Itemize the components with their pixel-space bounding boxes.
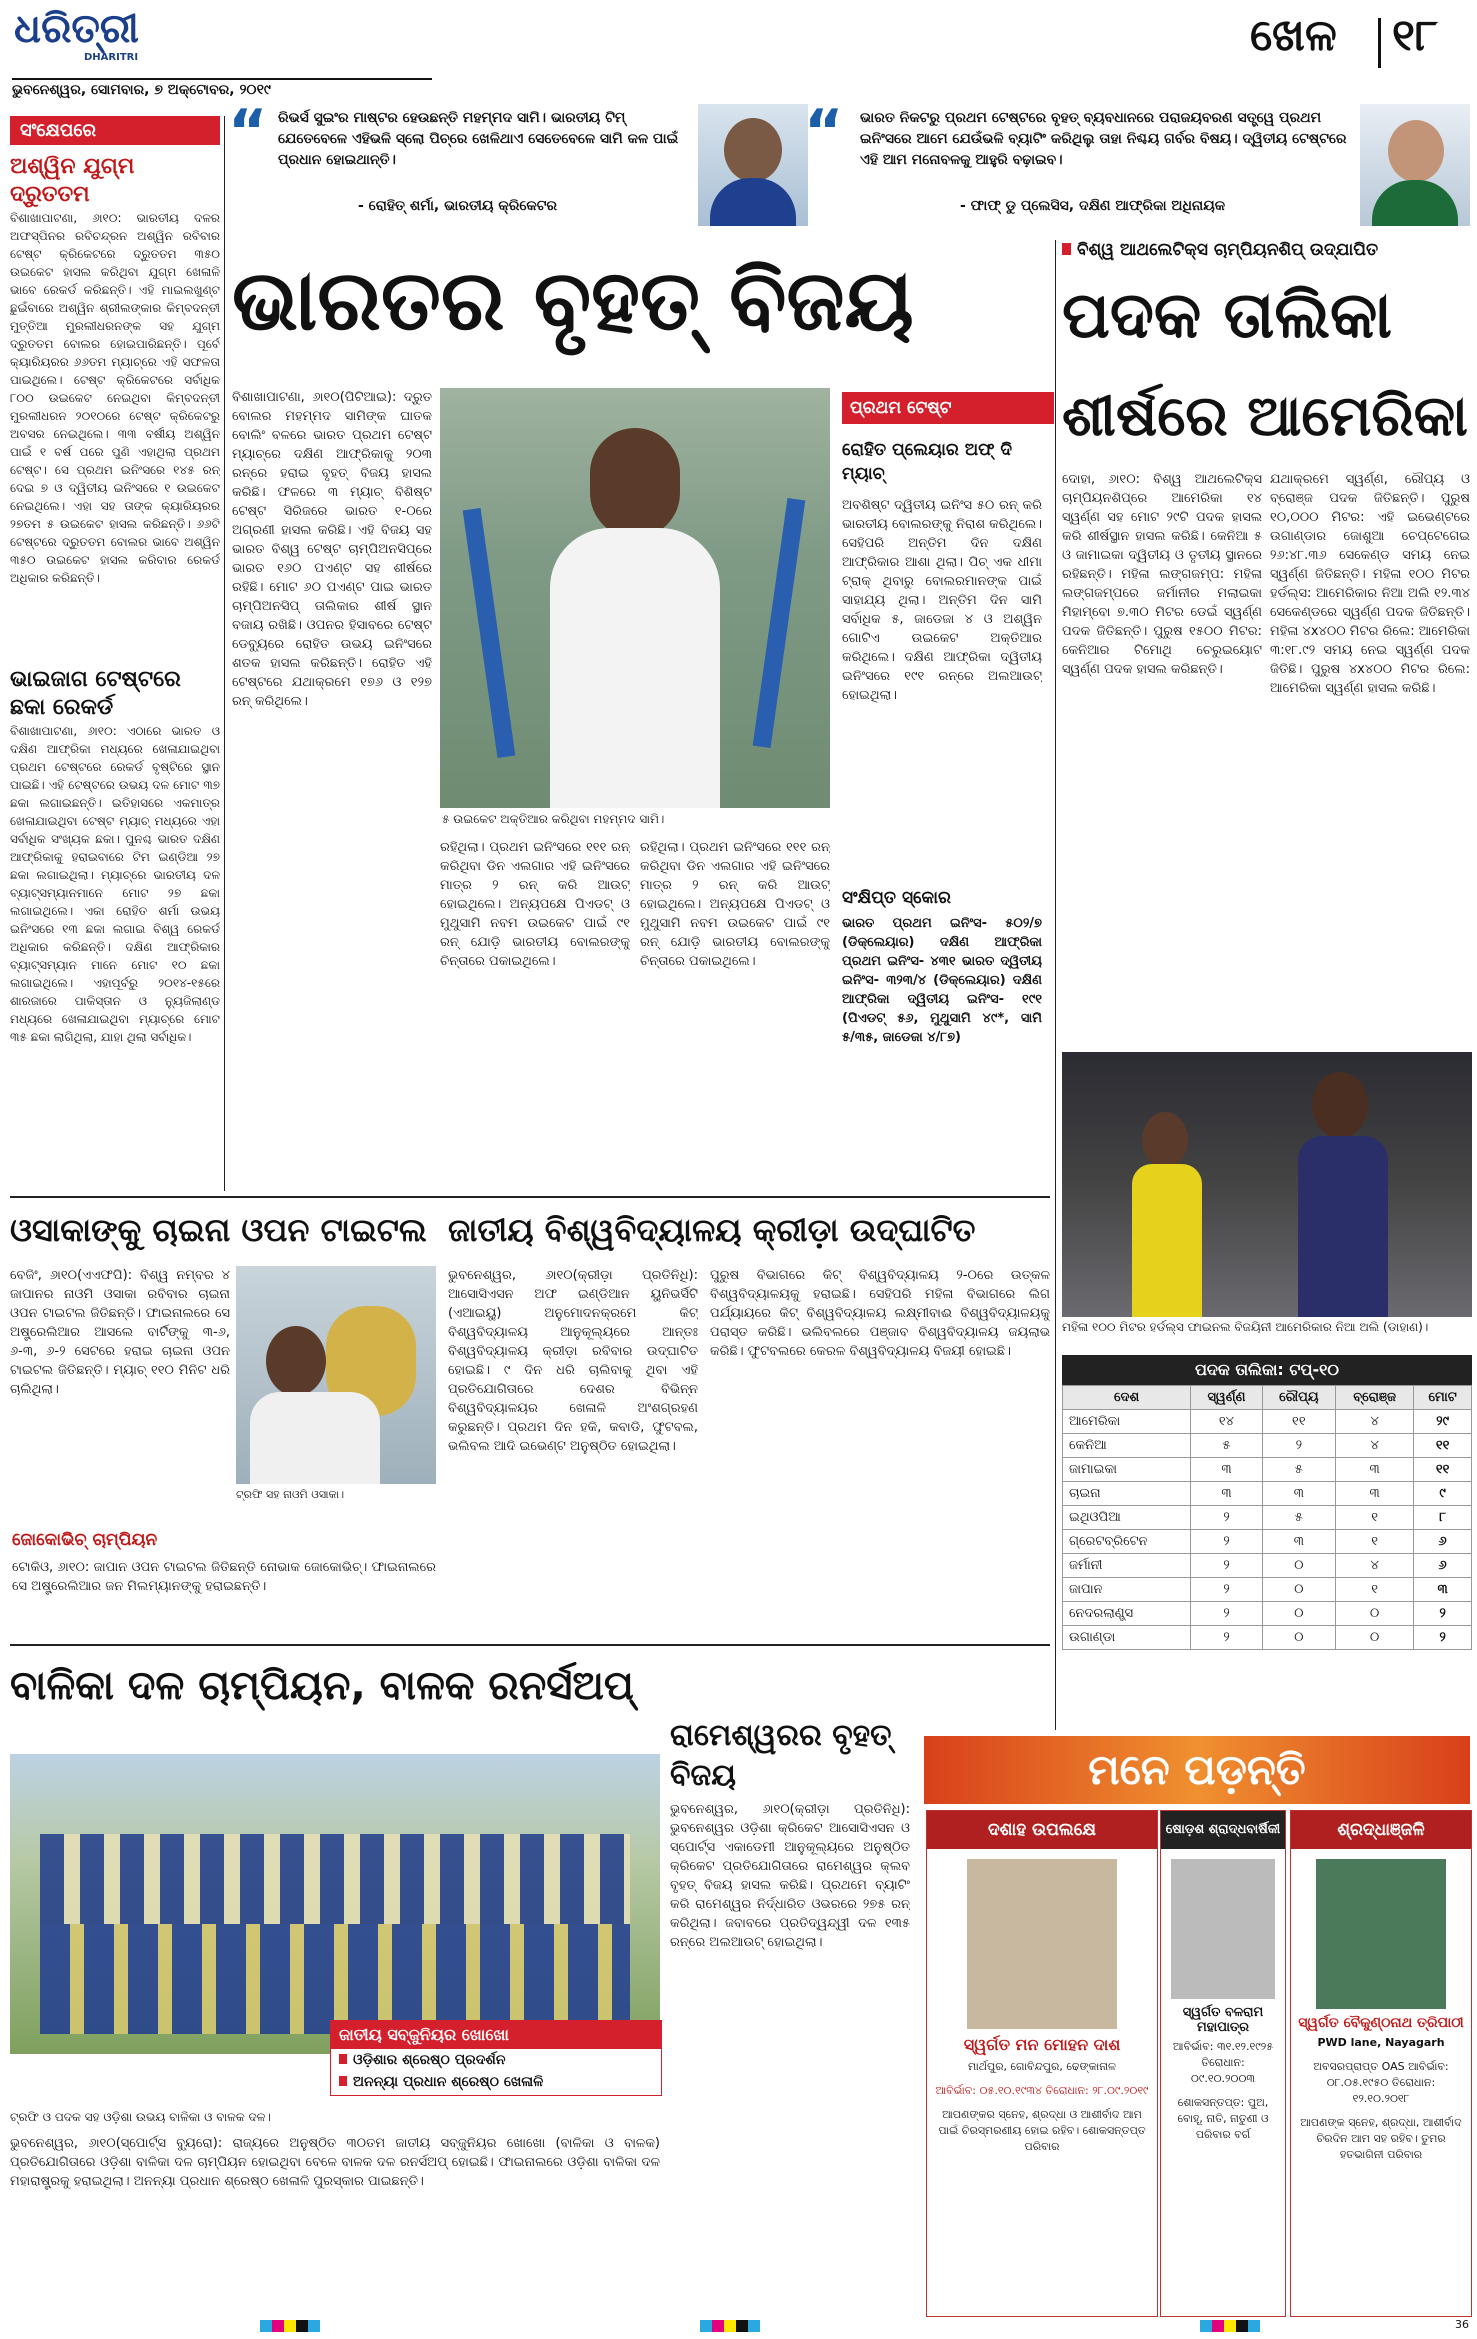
quote-banner-right [800,97,1470,226]
cell-country: ନେଦରଲାଣ୍ଡ୍ସ [1063,1602,1191,1626]
medal-table [1062,1355,1472,1650]
cell-silver: ୦ [1262,1578,1335,1602]
score-box-text: ଭାରତ ପ୍ରଥମ ଇନିଂସ- ୫୦୨/୭ (ଡିକ୍ଲେୟାର) ଦକ୍ଷିଣ ଆଫ୍ରିକା ପ୍ରଥମ ଇନିଂସ- ୪୩୧ ଭାରତ ଦ୍ୱିତୀୟ ଇନିଂସ- ୩୨୩/୪ (ଡିକ୍ଲେୟାର) ଦକ୍ଷିଣ ଆଫ୍ରିକା ଦ୍ୱିତୀୟ ଇନିଂସ- ୧୯୧ (ପିଏଡଟ୍ ୫୬, ମୁଥୁସାମି ୪୯*, ସାମି ୫/୩୫, ଜାଡେଜା ୪/୮୭) [842,916,1042,1045]
khokho-overlay-title: ଜାତୀୟ ସବ୍‌ଜୁନିୟର ଖୋଖୋ [331,2021,661,2049]
obit-head: ଶ୍ରଦ୍ଧାଞ୍ଜଳି [1291,1811,1471,1849]
obit-photo [967,1859,1117,2029]
cell-country: ଜାପାନ [1063,1578,1191,1602]
cell-bronze: ୩ [1336,1458,1414,1482]
page-number: ୧୮ [1392,10,1438,61]
cell-gold: ୨ [1191,1506,1262,1530]
table-row [1063,1410,1472,1434]
cell-country: ଗ୍ରେଟବ୍ରିଟେନ [1063,1530,1191,1554]
medal-table-grid [1062,1385,1472,1650]
cell-country: ଆମେରିକା [1063,1410,1191,1434]
cell-total: ୬ [1414,1554,1472,1578]
red-square-icon [339,2076,347,2086]
table-row [1063,1554,1472,1578]
cell-bronze: ୪ [1336,1410,1414,1434]
sidebar [10,116,220,1196]
cell-silver: ୨ [1262,1434,1335,1458]
cell-total: ୩ [1414,1578,1472,1602]
khokho-bullet-2-text: ଅନନ୍ୟା ପ୍ରଧାନ ଶ୍ରେଷ୍ଠ ଖେଳାଳି [353,2074,544,2090]
cell-gold: ୨ [1191,1602,1262,1626]
rohit-sharma-photo [698,104,808,226]
cell-total: ୨ [1414,1602,1472,1626]
section-rule [10,1196,1050,1198]
cell-silver: ୩ [1262,1530,1335,1554]
nia-ali-caption: ମହିଳା ୧୦୦ ମିଟର ହର୍ଡଲ୍ସ ଫାଇନଲ ବିଜୟିନୀ ଆମେରିକାର ନିଆ ଅଲି (ଡାହାଣ)। [1062,1320,1429,1334]
table-row [1063,1482,1472,1506]
main-headline: ଭାରତର ବୃହତ୍ ବିଜୟ [232,250,914,349]
cell-total: ୧୧ [1414,1434,1472,1458]
red-square-icon [339,2054,347,2064]
logo-text: ଧରିତ୍ରୀ [14,5,139,52]
cell-total: ୧୧ [1414,1458,1472,1482]
cell-country: ଜାମାଇକା [1063,1458,1191,1482]
table-row [1063,1626,1472,1650]
university-body-col2: ପୁରୁଷ ବିଭାଗରେ କିଟ୍ ବିଶ୍ୱବିଦ୍ୟାଳୟ ୨-୦ରେ ଉତ୍କଳ ବିଶ୍ୱବିଦ୍ୟାଳୟକୁ ହରାଇଛି। ସେହିପରି ମହିଳା ବିଭାଗରେ ଲିଗ ପର୍ଯ୍ୟାୟରେ କିଟ୍ ବିଶ୍ୱବିଦ୍ୟାଳୟ ଲକ୍ଷ୍ମୀବାଈ ବିଶ୍ୱବିଦ୍ୟାଳୟକୁ ପରାସ୍ତ କରିଛି। ଭଲିବଲରେ ପଞ୍ଜାବ ବିଶ୍ୱବିଦ୍ୟାଳୟ ଜୟଲାଭ କରିଛି। ଫୁଟବଲରେ କେରଳ ବିଶ୍ୱବିଦ୍ୟାଳୟ ବିଜୟୀ ହୋଇଛି। [710,1268,1050,1359]
shami-photo-caption: ୫ ଉଇକେଟ ଅକ୍ତିଆର କରିଥିବା ମହମ୍ମଦ ସାମି। [442,812,665,826]
cell-bronze: ୧ [1336,1578,1414,1602]
sidebar-head: ସଂକ୍ଷେପରେ [10,116,220,145]
obit-detail: PWD lane, Nayagarh [1317,2036,1445,2049]
main-kicker: ପ୍ରଥମ ଟେଷ୍ଟ [842,392,1054,424]
medal-table-title: ପଦକ ତାଲିକା: ଟପ୍-୧୦ [1062,1355,1472,1385]
obit-head: ଷୋଡ଼ଶ ଶ୍ରାଦ୍ଧବାର୍ଷିକୀ [1161,1811,1285,1849]
cell-silver: ୧୧ [1262,1410,1335,1434]
tribute-banner-title: ମନେ ପଡ଼ନ୍ତି [1088,1745,1306,1794]
khokho-bullet-1 [331,2049,661,2071]
cell-bronze: ୧ [1336,1530,1414,1554]
cell-gold: ୨ [1191,1554,1262,1578]
cell-gold: ୩ [1191,1482,1262,1506]
main-body-col3: ରହିଥିଲା। ପ୍ରଥମ ଇନିଂସରେ ୧୧୧ ରନ୍ କରିଥିବା ଡିନ ଏଲଗାର ଏହି ଇନିଂସରେ ମାତ୍ର ୨ ରନ୍ କରି ଆଉଟ୍ ହୋଇଥିଲେ। ଅନ୍ୟପକ୍ଷେ ପିଏଡଟ୍ ଓ ମୁଥୁସାମି ନବମ ଉଇକେଟ ପାଇଁ ୯୧ ରନ୍ ଯୋଡ଼ି ଭାରତୀୟ ବୋଲରଙ୍କୁ ଚିନ୍ତାରେ ପକାଇଥିଲେ। [640,840,830,969]
quote-author: - ରୋହିତ୍ ଶର୍ମା, ଭାରତୀୟ କ୍ରିକେଟର [358,198,558,214]
cell-bronze: ୦ [1336,1626,1414,1650]
sidebar-story1-text: ବିଶାଖାପାଟଣା, ୬ା୧୦: ଭାରତୀୟ ଦଳର ଅଫସ୍ପିନର ରବିଚନ୍ଦ୍ରନ ଅଶ୍ୱିନ ରବିବାର ଟେଷ୍ଟ କ୍ରିକେଟରେ ଦ୍ରୁତତମ ୩୫୦ ଉଇକେଟ ହାସଲ କରିଥିବା ଯୁଗ୍ମ ଖେଳାଳି ଭାବେ ରେକର୍ଡ କରିଛନ୍ତି। ଏହି ମାଇଲଖୁଣ୍ଟ ଛୁଇଁବାରେ ଅଶ୍ୱିନ ଶ୍ରୀଲଙ୍କାର କିମ୍ବଦନ୍ତୀ ମୁତ୍ତିଆ ମୁରଲୀଧରନଙ୍କ ସହ ଯୁଗ୍ମ ଦ୍ରୁତତମ ବୋଲର ହୋଇପାରିଛନ୍ତି। ପୂର୍ବେ କ୍ୟାରିୟରର ୬୬ତମ ମ୍ୟାଚ୍‌ରେ ଏହି ସଫଳତା ପାଇଥିଲେ। ଟେଷ୍ଟ କ୍ରିକେଟରେ ସର୍ବାଧିକ ୮୦୦ ଉଇକେଟ ନେଇଥିବା କିମ୍ବଦନ୍ତୀ ମୁରଲୀଧରନ ୨୦୧୦ରେ ଟେଷ୍ଟ କ୍ରିକେଟରୁ ଅବସର ନେଇଥିଲେ। ୩୩ ବର୍ଷୀୟ ଅଶ୍ୱିନ ପାଇଁ ୧ ବର୍ଷ ପରେ ପୁଣି ଏହାଥିଲା ପ୍ରଥମ ଟେଷ୍ଟ। ସେ ପ୍ରଥମ ଇନିଂସରେ ୧୪୫ ରନ୍ ଦେଇ ୭ ଓ ଦ୍ୱିତୀୟ ଇନିଂସରେ ୧ ଉଇକେଟ ନେଇଥିଲେ। ଏହା ସହ ତାଙ୍କ କ୍ୟାରିୟରର ୨୭ତମ ୫ ଉଇକେଟ ହାସଲ କରିଛନ୍ତି। ୬୬ଟି ଟେଷ୍ଟରେ ଦ୍ରୁତତମ ବୋଲର ଭାବେ ଅଶ୍ୱିନ ୩୫୦ ଉଇକେଟ ହାସଲ କରିବାର ରେକର୍ଡ ଅଧିକାର କରିଛନ୍ତି। [10,211,220,585]
khokho-headline: ବାଳିକା ଦଳ ଚାମ୍ପିୟନ, ବାଳକ ରନର୍ସଅପ୍ [10,1663,634,1709]
col-header-country: ଦେଶ [1063,1386,1191,1410]
athletics-body-col1: ଦୋହା, ୬ା୧୦: ବିଶ୍ୱ ଆଥଲେଟିକ୍ସ ଚାମ୍ପିୟନଶିପ୍‌ରେ ଆମେରିକା ୧୪ ସ୍ୱର୍ଣ୍ଣ ସହ ମୋଟ ୨୯ଟି ପଦକ ହାସଲ କରି ଶୀର୍ଷସ୍ଥାନ ହାସଲ କରିଛି। କେନିଆ ୫ ଓ ଜାମାଇକା ଦ୍ୱିତୀୟ ଓ ତୃତୀୟ ସ୍ଥାନରେ ରହିଛନ୍ତି। ମହିଳା ଲଙ୍ଗଜମ୍ପ: ମହିଳା ଲଙ୍ଗଜମ୍ପରେ ଜର୍ମାନୀର ମଲାଇକା ମିହାମ୍ବୋ ୭.୩୦ ମିଟର ଡେଇଁ ସ୍ୱର୍ଣ୍ଣ ପଦକ ଜିତିଛନ୍ତି। ପୁରୁଷ ୧୫୦୦ ମିଟର: କେନିଆର ଟିମୋଥି ଚେରୁଇୟୋଟ ସ୍ୱର୍ଣ୍ଣ ପଦକ ହାସଲ କରିଛନ୍ତି। [1062,472,1262,677]
cell-silver: ୦ [1262,1626,1335,1650]
rameswar-body: ଭୁବନେଶ୍ୱର, ୬ା୧୦(କ୍ରୀଡ଼ା ପ୍ରତିନିଧି): ଭୁବନେଶ୍ୱର ଓଡ଼ିଶା କ୍ରିକେଟ ଆସୋସିଏସନ ଓ ସ୍ପୋର୍ଟ୍ସ ଏକାଡେମୀ ଆନୁକୂଲ୍ୟରେ ଅନୁଷ୍ଠିତ କ୍ରିକେଟ ପ୍ରତିଯୋଗିତାରେ ରାମେଶ୍ୱର କ୍ଲବ ବୃହତ୍ ବିଜୟ ହାସଲ କରିଛି। ପ୍ରଥମେ ବ୍ୟାଟିଂ କରି ରାମେଶ୍ୱର ନିର୍ଦ୍ଧାରିତ ଓଭରରେ ୨୭୫ ରନ୍ କରିଥିଲା। ଜବାବରେ ପ୍ରତିଦ୍ୱନ୍ଦ୍ୱୀ ଦଳ ୧୩୫ ରନ୍‌ରେ ଅଲଆଉଟ୍ ହୋଇଥିଲା। [670,1802,910,1950]
dateline: ଭୁବନେଶ୍ୱର, ସୋମବାର, ୭ ଅକ୍ଟୋବର, ୨୦୧୯ [12,78,432,98]
quote-text: ଭାରତ ନିକଟରୁ ପ୍ରଥମ ଟେଷ୍ଟରେ ବୃହତ୍ ବ୍ୟବଧାନରେ ପରାଜୟବରଣ ସତ୍ତ୍ୱେ ପ୍ରଥମ ଇନିଂସରେ ଆମେ ଯେଉଁଭଳି ବ୍ୟାଟିଂ କରିଥିଲୁ ତାହା ନିଶ୍ଚୟ ଗର୍ବର ବିଷୟ। ଦ୍ୱିତୀୟ ଟେଷ୍ଟରେ ଏହି ଆମ ମନୋବଳକୁ ଆହୁରି ବଢ଼ାଇବ। [860,110,1347,168]
khokho-body: ଭୁବନେଶ୍ୱର, ୬ା୧୦(ସ୍ପୋର୍ଟ୍ସ ବ୍ୟୁରୋ): ରାଜ୍ୟରେ ଅନୁଷ୍ଠିତ ୩୦ତମ ଜାତୀୟ ସବ୍‌ଜୁନିୟର ଖୋଖୋ (ବାଳିକା ଓ ବାଳକ) ପ୍ରତିଯୋଗିତାରେ ଓଡ଼ିଶା ବାଳିକା ଦଳ ଚାମ୍ପିୟନ ହୋଇଥିବା ବେଳେ ବାଳକ ଦଳ ରନର୍ସଅପ୍ ହୋଇଛି। ଫାଇନାଲରେ ଓଡ଼ିଶା ବାଳିକା ଦଳ ମହାରାଷ୍ଟ୍ରକୁ ହରାଇଥିଲା। ଅନନ୍ୟା ପ୍ରଧାନ ଶ୍ରେଷ୍ଠ ଖେଳାଳି ପୁରସ୍କାର ପାଇଛନ୍ତି। [10,2136,660,2189]
red-square-icon [1062,243,1071,255]
obit-mourners: ଶୋକସନ୍ତପ୍ତ: ପୁଅ, ବୋହୂ, ନାତି, ନାତୁଣୀ ଓ ପରିବାର ବର୍ଗ [1177,2096,1269,2141]
table-row [1063,1506,1472,1530]
obit-name: ସ୍ୱର୍ଗତ ବଳରାମ ମହାପାତ୍ର [1182,2005,1264,2035]
cell-silver: ୦ [1262,1602,1335,1626]
obit-dates: ଆବିର୍ଭାବ: ୩୧.୧୨.୧୯୨୫ ତିରୋଧାନ: ୦୯.୧୦.୨୦୦୩ [1172,2040,1274,2085]
cell-gold: ୫ [1191,1434,1262,1458]
obit-card-1 [926,1810,1158,2317]
registration-marks [0,2318,1477,2336]
column-divider [1055,240,1056,1730]
sidebar-story2-title: ଭାଇଜାଗ ଟେଷ୍ଟରେ ଛକା ରେକର୍ଡ [10,667,181,720]
cell-bronze: ୩ [1336,1482,1414,1506]
section-divider [1378,18,1381,68]
cell-gold: ୨ [1191,1626,1262,1650]
cell-total: ୬ [1414,1530,1472,1554]
athletics-headline-1: ପଦକ ତାଲିକା [1062,278,1392,353]
logo [14,6,244,63]
faf-du-plessis-photo [1360,104,1470,226]
sidebar-story2-text: ବିଶାଖାପାଟଣା, ୬ା୧୦: ଏଠାରେ ଭାରତ ଓ ଦକ୍ଷିଣ ଆଫ୍ରିକା ମଧ୍ୟରେ ଖେଳାଯାଇଥିବା ପ୍ରଥମ ଟେଷ୍ଟରେ ରେକର୍ଡ ବୃଷ୍ଟିରେ ସ୍ଥାନ ପାଇଛି। ଏହି ଟେଷ୍ଟରେ ଉଭୟ ଦଳ ମୋଟ ୩୭ ଛକା ଲଗାଇଛନ୍ତି। ଇତିହାସରେ ଏକମାତ୍ର ଖେଳାଯାଇଥିବା ଟେଷ୍ଟ ମ୍ୟାଚ୍ ମଧ୍ୟରେ ଏହା ସର୍ବାଧିକ ସଂଖ୍ୟକ ଛକା। ପୁନଶ୍ଚ ଭାରତ ଦକ୍ଷିଣ ଆଫ୍ରିକାକୁ ହରାଇବାରେ ଟିମ ଇଣ୍ଡିଆ ୨୭ ଛକା ଲଗାଇଥିଲା। ମ୍ୟାଚ୍‌ରେ ଭାରତୀୟ ଦଳ ବ୍ୟାଟ୍ସମ୍ୟାନମାନେ ମୋଟ ୨୭ ଛକା ଲଗାଇଥିଲେ। ଏକା ରୋହିତ ଶର୍ମା ଉଭୟ ଇନିଂସରେ ୧୩ ଛକା ଲଗାଇ ବିଶ୍ୱ ରେକର୍ଡ ଅଧିକାର କରିଛନ୍ତି। ଦକ୍ଷିଣ ଆଫ୍ରିକାର ବ୍ୟାଟ୍ସମ୍ୟାନ ମାନେ ମୋଟ ୧୦ ଛକା ଲଗାଇଥିଲେ। ଏହାପୂର୍ବରୁ ୨୦୧୪-୧୫ରେ ଶାରଜାରେ ପାକିସ୍ତାନ ଓ ନ୍ୟୁଜିଲାଣ୍ଡ ମଧ୍ୟରେ ଖେଳାଯାଇଥିବା ମ୍ୟାଚ୍‌ରେ ମୋଟ ୩୫ ଛକା ଲାଗିଥିଲା, ଯାହା ଥିଲା ସର୍ବାଧିକ। [10,724,220,1044]
cell-country: ଚାଇନା [1063,1482,1191,1506]
table-row [1063,1530,1472,1554]
cell-total: ୯ [1414,1482,1472,1506]
cell-bronze: ୧ [1336,1506,1414,1530]
athletics-headline-2: ଶୀର୍ଷରେ ଆମେରିକା [1062,383,1468,449]
main-body-col2: ରହିଥିଲା। ପ୍ରଥମ ଇନିଂସରେ ୧୧୧ ରନ୍ କରିଥିବା ଡିନ ଏଲଗାର ଏହି ଇନିଂସରେ ମାତ୍ର ୨ ରନ୍ କରି ଆଉଟ୍ ହୋଇଥିଲେ। ଅନ୍ୟପକ୍ଷେ ପିଏଡଟ୍ ଓ ମୁଥୁସାମି ନବମ ଉଇକେଟ ପାଇଁ ୯୧ ରନ୍ ଯୋଡ଼ି ଭାରତୀୟ ବୋଲରଙ୍କୁ ଚିନ୍ତାରେ ପକାଇଥିଲେ। [440,840,630,969]
obit-dates: ଆବିର୍ଭାବ: ୦୫.୧୦.୧୯୩୪ ତିରୋଧାନ: ୨୮.୦୯.୨୦୧୯ [935,2084,1149,2097]
osaka-photo [236,1266,436,1484]
khokho-bullet-1-text: ଓଡ଼ିଶାର ଶ୍ରେଷ୍ଠ ପ୍ରଦର୍ଶନ [353,2052,506,2068]
osaka-caption: ଟ୍ରଫି ସହ ନାଓମି ଓସାକା। [236,1488,345,1501]
athletics-kicker [1062,240,1472,260]
khokho-team-photo [10,1754,660,2054]
main-body-col4: ଅବଶିଷ୍ଟ ଦ୍ୱିତୀୟ ଇନିଂସ ୫୦ ରନ୍ କରି ଭାରତୀୟ ବୋଲରଙ୍କୁ ନିରାଶ କରିଥିଲେ। ସେହିପରି ଅନ୍ତିମ ଦିନ ଦକ୍ଷିଣ ଆଫ୍ରିକାର ଆଶା ଥିଲା। ପିଚ୍ ଏକ ଧୀମା ଟ୍ରାକ୍ ଥିବାରୁ ବୋଲରମାନଙ୍କ ପାଇଁ ସାହାଯ୍ୟ ଥିଲା। ଅନ୍ତିମ ଦିନ ସାମି ସର୍ବାଧିକ ୫, ଜାଡେଜା ୪ ଓ ଅଶ୍ୱିନ ଗୋଟିଏ ଉଇକେଟ ଅକ୍ତିଆର କରିଥିଲେ। ଦକ୍ଷିଣ ଆଫ୍ରିକା ଦ୍ୱିତୀୟ ଇନିଂସରେ ୧୯୧ ରନ୍‌ରେ ଅଲଆଉଟ୍ ହୋଇଥିଲା। [842,498,1042,703]
djokovic-text: ଟୋକିଓ, ୬ା୧୦: ଜାପାନ ଓପନ ଟାଇଟଲ ଜିତିଛନ୍ତି ନୋଭାକ ଜୋକୋଭିଚ୍। ଫାଇନାଲରେ ସେ ଅଷ୍ଟ୍ରେଲିଆର ଜନ ମିଲମ୍ୟାନଙ୍କୁ ହରାଇଛନ୍ତି। [12,1560,436,1594]
obit-detail: ମାର୍ଥପୁର, ଗୋବିନ୍ଦପୁର, ଢେଙ୍କାନାଳ [968,2060,1116,2073]
col-header-silver: ରୌପ୍ୟ [1262,1386,1335,1410]
cell-total: ୨ [1414,1626,1472,1650]
cell-country: କେନିଆ [1063,1434,1191,1458]
cell-silver: ୦ [1262,1554,1335,1578]
cell-bronze: ୪ [1336,1434,1414,1458]
section-label: ଖେଳ [1250,10,1337,61]
cell-country: ଉଗାଣ୍ଡା [1063,1626,1191,1650]
table-row [1063,1602,1472,1626]
cell-gold: ୨ [1191,1530,1262,1554]
cell-silver: ୫ [1262,1458,1335,1482]
cell-silver: ୫ [1262,1506,1335,1530]
table-row [1063,1578,1472,1602]
cell-bronze: ୦ [1336,1602,1414,1626]
khokho-bullet-2 [331,2071,661,2095]
col-header-total: ମୋଟ [1414,1386,1472,1410]
cell-total: ୮ [1414,1506,1472,1530]
score-box-title: ସଂକ୍ଷିପ୍ତ ସ୍କୋର [842,888,951,908]
athletics-kicker-text: ବିଶ୍ୱ ଆଥଲେଟିକ୍ସ ଚାମ୍ପିୟନଶିପ୍ ଉଦ୍‌ଯାପିତ [1077,240,1379,260]
obit-mourners: ଆପଣଙ୍କ ସ୍ନେହ, ଶ୍ରଦ୍ଧା, ଆଶୀର୍ବାଦ ଚିରଦିନ ଆମ ସହ ରହିବ। ତୁମର ହତଭାଗିନୀ ପରିବାର [1300,2116,1462,2161]
cell-country: ଇଥିଓପିଆ [1063,1506,1191,1530]
osaka-body: ବେଜିଂ, ୬ା୧୦(ଏଏଫପି): ବିଶ୍ୱ ନମ୍ବର ୪ ଜାପାନର ନାଓମି ଓସାକା ରବିବାର ଚାଇନା ଓପନ ଟାଇଟଲ ଜିତିଛନ୍ତି। ଫାଇନାଲରେ ସେ ଅଷ୍ଟ୍ରେଲିଆର ଆସଲେ ବାର୍ଟିଙ୍କୁ ୩-୬, ୬-୩, ୬-୨ ସେଟରେ ହରାଇ ଚାଇନା ଓପନ ଟାଇଟଲ ଜିତିଛନ୍ତି। ମ୍ୟାଚ୍ ୧୧୦ ମିନିଟ ଧରି ଚାଲିଥିଲା। [10,1268,230,1397]
quote-author: - ଫାଫ୍ ଡୁ ପ୍ଲେସିସ, ଦକ୍ଷିଣ ଆଫ୍ରିକା ଅଧିନାୟକ [960,198,1226,214]
cell-bronze: ୪ [1336,1554,1414,1578]
table-header-row [1063,1386,1472,1410]
sidebar-story1-title: ଅଶ୍ୱିନ ଯୁଗ୍ମ ଦ୍ରୁତତମ [10,154,135,207]
khokho-overlay [330,2020,662,2096]
djokovic-headline: ଜୋକୋଭିଚ୍ ଚାମ୍ପିୟନ [12,1530,158,1550]
shami-photo [440,388,830,808]
column-divider [224,116,225,1191]
obit-mourners: ଆପଣଙ୍କର ସ୍ନେହ, ଶ୍ରଦ୍ଧା ଓ ଆଶୀର୍ବାଦ ଆମ ପାଇଁ ଚିରସ୍ମରଣୀୟ ହୋଇ ରହିବ। ଶୋକସନ୍ତପ୍ତ ପରିବାର [938,2108,1146,2153]
tribute-banner [924,1736,1470,1804]
cell-gold: ୧୪ [1191,1410,1262,1434]
osaka-headline: ଓସାକାଙ୍କୁ ଚାଇନା ଓପନ ଟାଇଟଲ [10,1211,427,1249]
obit-name: ସ୍ୱର୍ଗତ ମନ ମୋହନ ଦାଶ [963,2035,1121,2054]
cell-gold: ୨ [1191,1578,1262,1602]
obit-name: ସ୍ୱର୍ଗତ ବୈକୁଣ୍ଠନାଥ ତ୍ରିପାଠୀ [1298,2015,1464,2031]
cell-country: ଜର୍ମାନୀ [1063,1554,1191,1578]
quote-banner-left [228,97,798,226]
obit-card-3 [1290,1810,1472,2317]
khokho-caption: ଟ୍ରଫି ଓ ପଦକ ସହ ଓଡ଼ିଶା ଉଭୟ ବାଳିକା ଓ ବାଳକ ଦଳ। [10,2110,271,2124]
masthead [0,0,1477,98]
athletics-body-col2: ଯଥାକ୍ରମେ ସ୍ୱର୍ଣ୍ଣ, ରୌପ୍ୟ ଓ ବ୍ରୋଞ୍ଜ ପଦକ ଜିତିଛନ୍ତି। ପୁରୁଷ ୧୦,୦୦୦ ମିଟର: ଏହି ଇଭେଣ୍ଟରେ ଉଗାଣ୍ଡାର ଜୋଶୁଆ ଚେପ୍ଟେଗେଇ ୨୬:୪୮.୩୬ ସେକେଣ୍ଡ ସମୟ ନେଇ ସ୍ୱର୍ଣ୍ଣ ଜିତିଛନ୍ତି। ମହିଳା ୧୦୦ ମିଟର ହର୍ଡଲ୍ସ: ଆମେରିକାର ନିଆ ଅଲି ୧୨.୩୪ ସେକେଣ୍ଡରେ ସ୍ୱର୍ଣ୍ଣ ପଦକ ଜିତିଛନ୍ତି। ମହିଳା ୪x୪୦୦ ମିଟର ରିଲେ: ଆମେରିକା ୩:୧୮.୯୨ ସମୟ ନେଇ ସ୍ୱର୍ଣ୍ଣ ପଦକ ଜିତିଛି। ପୁରୁଷ ୪x୪୦୦ ମିଟର ରିଲେ: ଆମେରିକା ସ୍ୱର୍ଣ୍ଣ ହାସଲ କରିଛି। [1270,472,1470,696]
cell-silver: ୩ [1262,1482,1335,1506]
section-rule [10,1644,1050,1646]
quote-mark-icon: “ [228,97,268,167]
cell-gold: ୩ [1191,1458,1262,1482]
rameswar-headline: ରାମେଶ୍ୱରର ବୃହତ୍ ବିଜୟ [670,1718,892,1793]
logo-sub: DHARITRI [84,52,139,63]
main-body-col1: ବିଶାଖାପାଟଣା, ୬ା୧୦(ପିଟିଆଇ): ଦ୍ରୁତ ବୋଲର ମହମ୍ମଦ ସାମିଙ୍କ ଘାତକ ବୋଲିଂ ବଳରେ ଭାରତ ପ୍ରଥମ ଟେଷ୍ଟ ମ୍ୟାଚ୍‌ରେ ଦକ୍ଷିଣ ଆଫ୍ରିକାକୁ ୨୦୩ ରନ୍‌ରେ ହରାଇ ବୃହତ୍ ବିଜୟ ହାସଲ କରିଛି। ଫଳରେ ୩ ମ୍ୟାଚ୍ ବିଶିଷ୍ଟ ଟେଷ୍ଟ ସିରିଜରେ ଭାରତ ୧-୦ରେ ଅଗ୍ରଣୀ ହାସଲ କରିଛି। ଏହି ବିଜୟ ସହ ଭାରତ ବିଶ୍ୱ ଟେଷ୍ଟ ଚାମ୍ପିଅନସିପ୍‌ରେ ଭାରତ ୧୬୦ ପଏଣ୍ଟ ସହ ଶୀର୍ଷରେ ରହିଛି। ମୋଟ ୬୦ ପଏଣ୍ଟ ପାଇ ଭାରତ ଚାମ୍ପିଅନସିପ୍ ତାଲିକାର ଶୀର୍ଷ ସ୍ଥାନ ବଜାୟ ରଖିଛି। ଓପନର ହିସାବରେ ଟେଷ୍ଟ ଡେବ୍ୟୁରେ ରୋହିତ ଉଭୟ ଇନିଂସରେ ଶତକ ହାସଲ କରିଛନ୍ତି। ରୋହିତ ଏହି ଟେଷ୍ଟରେ ଯଥାକ୍ରମେ ୧୭୬ ଓ ୧୨୭ ରନ୍ କରିଥିଲେ। [232,390,432,709]
obit-photo [1316,1859,1446,2009]
cell-total: ୨୯ [1414,1410,1472,1434]
col-header-bronze: ବ୍ରୋଞ୍ଜ [1336,1386,1414,1410]
quote-mark-icon: “ [804,97,844,167]
main-subkicker: ରୋହିତ ପ୍ଲେୟାର ଅଫ୍ ଦି ମ୍ୟାଚ୍ [842,440,1013,484]
col-header-gold: ସ୍ୱର୍ଣ୍ଣ [1191,1386,1262,1410]
table-row [1063,1434,1472,1458]
footer-page-number: 36 [1455,2318,1469,2331]
table-row [1063,1458,1472,1482]
obit-dates: ଅବସରପ୍ରାପ୍ତ OAS ଆବିର୍ଭାବ: ୦୮.୦୫.୧୯୫୦ ତିରୋଧାନ: ୧୨.୧୦.୨୦୧୮ [1313,2060,1449,2105]
obit-head: ଦଶାହ ଉପଲକ୍ଷେ [927,1811,1157,1849]
university-body-col1: ଭୁବନେଶ୍ୱର, ୬ା୧୦(କ୍ରୀଡ଼ା ପ୍ରତିନିଧି): ଆସୋସିଏସନ ଅଫ ଇଣ୍ଡିଆନ ୟୁନିଭର୍ସିଟି (ଏଆଇୟୁ) ଅନୁମୋଦନକ୍ରମେ କିଟ୍ ବିଶ୍ୱବିଦ୍ୟାଳୟ ଆନୁକୂଲ୍ୟରେ ଆନ୍ତଃ ବିଶ୍ୱବିଦ୍ୟାଳୟ କ୍ରୀଡ଼ା ରବିବାର ଉଦ୍‌ଘାଟିତ ହୋଇଛି। ୯ ଦିନ ଧରି ଚାଲିବାକୁ ଥିବା ଏହି ପ୍ରତିଯୋଗିତାରେ ଦେଶର ବିଭିନ୍ନ ବିଶ୍ୱବିଦ୍ୟାଳୟର ଖେଳାଳି ଅଂଶଗ୍ରହଣ କରୁଛନ୍ତି। ପ୍ରଥମ ଦିନ ହକି, କବାଡି, ଫୁଟବଲ, ଭଲିବଲ ଆଦି ଇଭେଣ୍ଟ ଅନୁଷ୍ଠିତ ହୋଇଥିଲା। [448,1268,698,1454]
obit-card-2 [1160,1810,1286,2317]
quote-text: ରିଭର୍ସ ସୁଇଂର ମାଷ୍ଟର ହେଉଛନ୍ତି ମହମ୍ମଦ ସାମି। ଭାରତୀୟ ଟିମ୍ ଯେତେବେଳେ ଏହିଭଳି ସ୍ଲୋ ପିଚ୍‌ରେ ଖେଳିଥାଏ ସେତେବେଳେ ସାମି କଳ ପାଇଁ ପ୍ରଧାନ ହୋଇଥାନ୍ତି। [278,110,679,168]
nia-ali-photo [1062,1052,1472,1317]
university-headline: ଜାତୀୟ ବିଶ୍ୱବିଦ୍ୟାଳୟ କ୍ରୀଡ଼ା ଉଦ୍‌ଘାଟିତ [448,1211,976,1249]
obit-photo [1171,1859,1275,1999]
